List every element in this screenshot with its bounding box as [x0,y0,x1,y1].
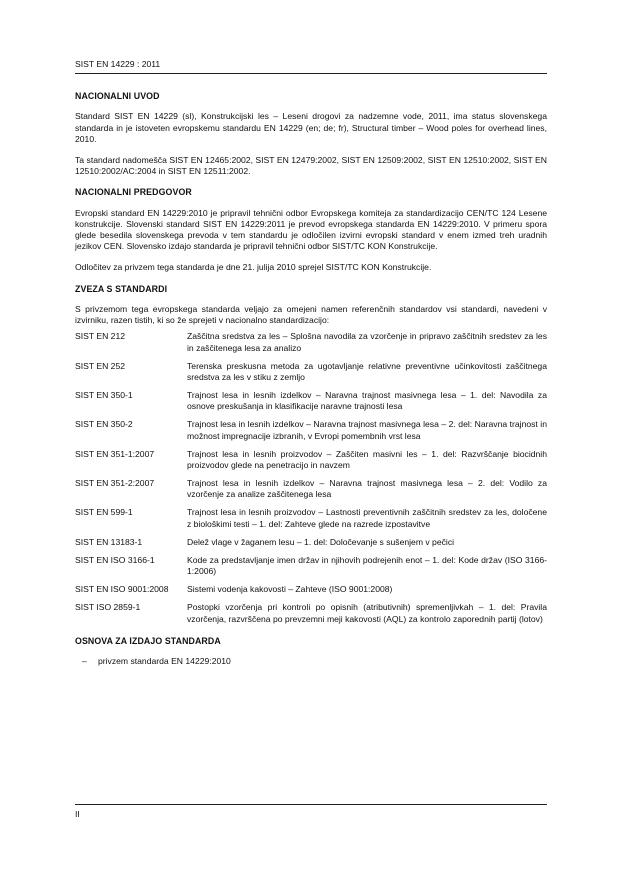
running-header: SIST EN 14229 : 2011 [75,59,547,74]
table-row [75,449,547,478]
reference-table [75,331,547,631]
table-row [75,507,547,536]
page-content [75,91,547,667]
section-nacionalni-predgovor [75,187,547,273]
reference-code: SIST EN 350-1 [75,390,133,401]
table-row [75,584,547,602]
reference-code: SIST EN 599-1 [75,507,133,518]
list-item [82,656,547,667]
section-nacionalni-uvod [75,91,547,177]
table-row [75,390,547,419]
reference-title: Trajnost lesa in lesnih proizvodov – Lastnosti preventivnih zaščitnih sredstev za les, določene z biološkimi testi – 1. del: Zahteve glede na razrede izpostavitve [187,507,547,529]
reference-code: SIST EN 350-2 [75,419,133,430]
paragraph: Standard SIST EN 14229 (sl), Konstrukcijski les – Leseni drogovi za nadzemne vode, 2011, ima status slovenskega standarda in je istoveten evropskemu standardu EN 14229 (en; de; fr), Structural timber – Wood poles for overhead lines, 2010. [75,111,547,144]
table-row [75,555,547,584]
page-number: II [75,809,80,819]
list-item-text: privzem standarda EN 14229:2010 [98,656,231,667]
table-row [75,537,547,555]
paragraph: Evropski standard EN 14229:2010 je pripravil tehnični odbor Evropskega komiteja za standardizacijo CEN/TC 124 Lesene konstrukcije. Slovenski standard SIST EN 14229:2011 je prevod evropskega standarda EN 14229:2010. V primeru spora glede besedila slovenskega prevoda v tem standardu je odločilen izvirni evropski standard v enem izmed treh uradnih jezikov CEN. Slovensko izdajo standarda je pripravil tehnični odbor SIST/TC KON Konstrukcije. [75,207,547,252]
reference-title: Trajnost lesa in lesnih izdelkov – Naravna trajnost masivnega lesa – 1. del: Navodila za osnove preskušanja in klasifikacije naravne trajnosti lesa [187,390,547,412]
table-row [75,478,547,507]
reference-title: Trajnost lesa in lesnih proizvodov – Zaščiten masivni les – 1. del: Razvrščanje biocidnih proizvodov glede na penetracijo in navzem [187,448,547,470]
table-row [75,419,547,448]
reference-title: Trajnost lesa in lesnih izdelkov – Naravna trajnost masivnega lesa – 2. del: Naravna trajnost in možnost impregnacije izbranih, v Evropi pomembnih vrst lesa [187,419,547,441]
bullet-marker: – [82,656,87,667]
reference-title: Trajnost lesa in lesnih izdelkov – Naravna trajnost masivnega lesa – 2. del: Vodilo za vzorčenje za analize zaščitenega lesa [187,478,547,500]
paragraph: Ta standard nadomešča SIST EN 12465:2002, SIST EN 12479:2002, SIST EN 12509:2002, SIST EN 12510:2002, SIST EN 12510:2002/AC:2004 in SIST EN 12511:2002. [75,154,547,177]
reference-code: SIST EN ISO 9001:2008 [75,584,169,595]
section-heading: OSNOVA ZA IZDAJO STANDARDA [75,635,221,646]
table-row [75,361,547,390]
reference-title: Zaščitna sredstva za les – Splošna navodila za vzorčenje in pripravo zaščitnih sredstev za les in zaščitenega lesa za analizo [187,331,547,353]
section-heading: NACIONALNI UVOD [75,91,160,101]
table-row [75,602,547,631]
reference-code: SIST EN 13183-1 [75,536,143,547]
section-heading: ZVEZA S STANDARDI [75,283,168,294]
reference-title: Terenska preskusna metoda za ugotavljanje relativne preventivne učinkovitosti zaščitnega sredstva za les v stiku z zemljo [187,360,547,382]
table-row [75,331,547,360]
page-footer [75,804,547,820]
paragraph: Odločitev za privzem tega standarda je dne 21. julija 2010 sprejel SIST/TC KON Konstrukcije. [75,262,432,273]
reference-title: Postopki vzorčenja pri kontroli po opisnih (atributivnih) spremenljivkah – 1. del: Pravila vzorčenja, razvrščena po prevzemni meji kakovosti (AQL) za kontrolo zaporednih partij (lotov) [187,602,547,624]
section-zveza-s-standardi [75,284,547,632]
reference-code: SIST EN 252 [75,360,125,371]
section-heading: NACIONALNI PREDGOVOR [75,187,192,198]
reference-code: SIST EN 351-2:2007 [75,478,155,489]
reference-code: SIST ISO 2859-1 [75,602,141,613]
reference-code: SIST EN ISO 3166-1 [75,554,155,565]
section-osnova [75,636,547,668]
reference-title: Delež vlage v žaganem lesu – 1. del: Določevanje s sušenjem v pečici [187,536,455,547]
reference-code: SIST EN 351-1:2007 [75,448,155,459]
paragraph: S privzemom tega evropskega standarda veljajo za omejeni namen referenčnih standardov vsi standardi, navedeni v izvirniku, razen tistih, ki so že sprejeti v nacionalno standardizacijo: [75,303,547,326]
reference-title: Kode za predstavljanje imen držav in njihovih podrejenih enot – 1. del: Kode držav (ISO 3166-1:2006) [187,554,547,577]
reference-title: Sistemi vodenja kakovosti – Zahteve (ISO 9001:2008) [187,584,393,595]
reference-code: SIST EN 212 [75,331,125,342]
